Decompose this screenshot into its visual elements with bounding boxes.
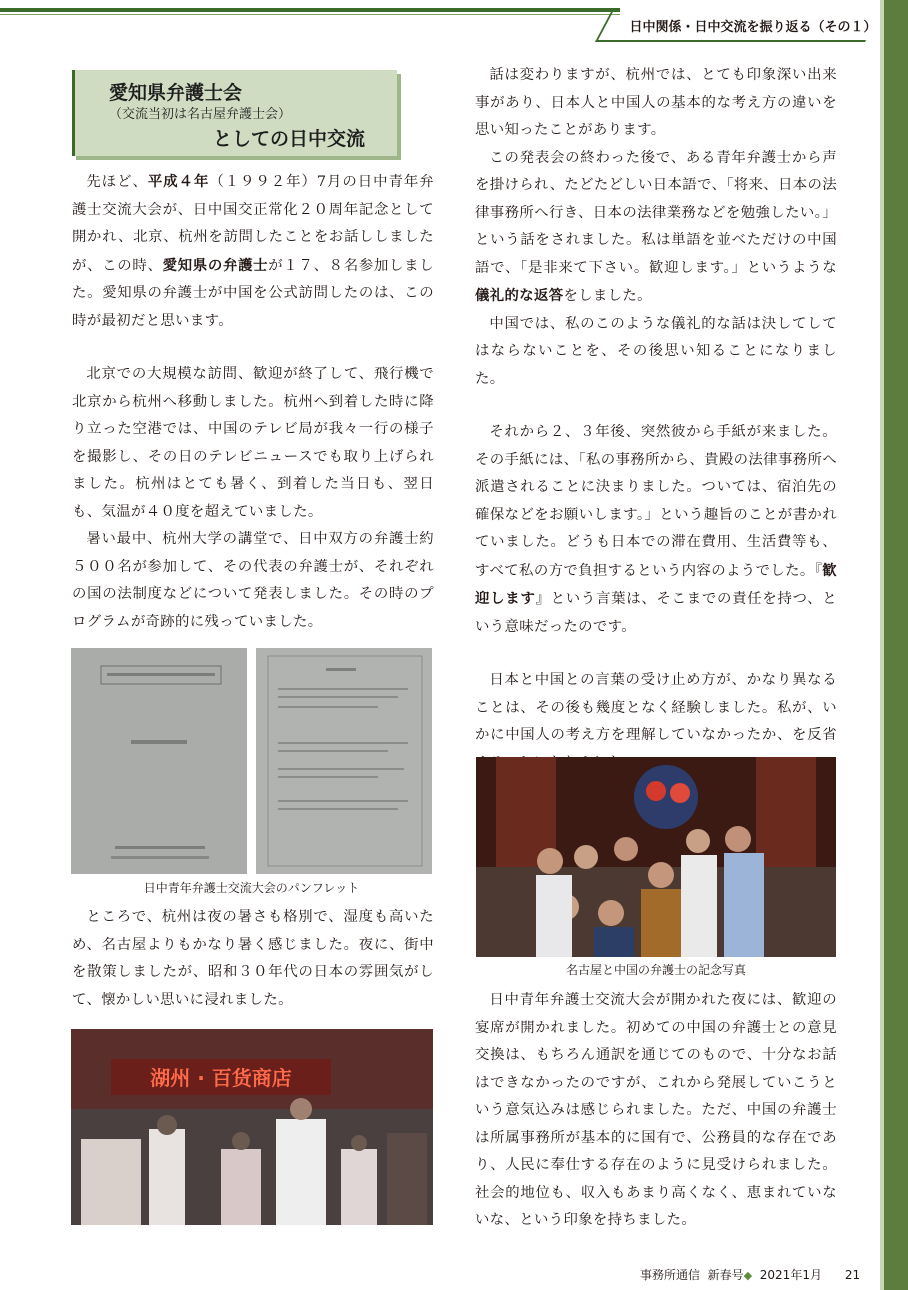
group-commemorative-photo: [476, 757, 836, 957]
paragraph-5: 話は変わりますが、杭州では、とても印象深い出来事があり、日本人と中国人の基本的な考え方の違いを思い知ったことがあります。: [475, 67, 837, 138]
right-column: [475, 62, 837, 777]
paragraph-10: 日中青年弁護士交流大会が開かれた夜には、歓迎の宴席が開かれました。初めての中国の弁護士との意見交換は、もちろん通訳を通じてのもので、十分なお話はできなかったのですが、これから発展していこうという意気込みは感じられました。ただ、中国の弁護士は所属事務所が基本的に国有で、公務員的な存在であり、人民に奉仕する存在のように見受けられました。社会的地位も、収入もあまり高くなく、恵まれていないな、という印象を持ちました。: [475, 992, 837, 1228]
paragraph-7: 中国では、私のこのような儀礼的な話は決してしてはならないことを、その後思い知ることになりました。: [475, 315, 837, 387]
left-column: [72, 168, 434, 636]
paragraph-4: ところで、杭州は夜の暑さも格別で、湿度も高いため、名古屋よりもかなり暑く感じました。夜に、街中を散策しましたが、昭和３０年代の日本の雰囲気がして、懐かしい思いに浸れました。: [72, 909, 434, 1008]
header-rule: [0, 8, 620, 12]
paragraph-3: 暑い最中、杭州大学の講堂で、日中双方の弁護士約５００名が参加して、その代表の弁護士が、それぞれの国の法制度などについて発表しました。その時のプログラムが奇跡的に残っていました。: [72, 531, 434, 630]
street-sign-text: 湖州 · 百货商店: [150, 1066, 292, 1090]
paragraph-8: それから２、３年後、突然彼から手紙が来ました。その手紙には、「私の事務所から、貴殿の法律事務所へ派遣されることに決まりました。ついては、宿泊先の確保などをお願いします。」という趣旨のことが書かれていました。どうも日本での滞在費用、生活費等も、すべて私の方で負担するという内容のようでした。『歓迎します』という言葉は、そこまでの責任を持つ、という意味だったのです。: [475, 424, 837, 635]
paragraph-9: 日本と中国との言葉の受け止め方が、かなり異なることは、その後も幾度となく経験しました。私が、いかに中国人の考え方を理解していなかったか、を反省: [475, 672, 837, 743]
footer-date: 2021年1月: [759, 1268, 822, 1282]
series-title: 日中関係・日中交流を振り返る（その１）: [629, 20, 877, 35]
footer-publication: 事務所通信: [640, 1268, 701, 1282]
right-column-lower: [475, 987, 837, 1235]
article-title-sub: としての日中交流: [213, 128, 366, 150]
footer-issue: 新春号: [707, 1268, 744, 1282]
pamphlet-program-photo: [256, 648, 432, 874]
group-photo-caption: 名古屋と中国の弁護士の記念写真: [565, 963, 746, 977]
page-footer: [640, 1266, 860, 1283]
diamond-icon: ◆: [743, 1269, 753, 1282]
side-stripe: [884, 0, 908, 1290]
hangzhou-street-photo: [71, 1029, 433, 1225]
page-number: 21: [844, 1268, 861, 1282]
paragraph-2: 北京での大規模な訪問、歓迎が終了して、飛行機で北京から杭州へ移動しました。杭州へ到着した時に降り立った空港では、中国のテレビ局が我々一行の様子を撮影し、その日のテレビニュースでも取り上げられました。杭州はとても暑く、到着した当日も、翌日も、気温が４０度を超えていました。: [72, 366, 434, 520]
article-title-box: [72, 70, 397, 156]
paragraph-6: この発表会の終わった後で、ある青年弁護士から声を掛けられ、たどたどしい日本語で、「将来、日本の法律事務所へ行き、日本の法律業務などを勉強したい。」という話をされました。私は単語を並べただけの中国語で、「是非来て下さい。歓迎します。」というような儀礼的な返答をしました。: [475, 149, 837, 304]
header-rule-thin: [0, 14, 620, 15]
paragraph-1: 先ほど、平成４年（１９９２年）7月の日中青年弁護士交流大会が、日中国交正常化２０周年記念として開かれ、北京、杭州を訪問したことをお話ししましたが、この時、愛知県の弁護士が１７、８名参加しました。愛知県の弁護士が中国を公式訪問したのは、この時が最初だと思います。: [72, 173, 434, 329]
article-title-main: 愛知県弁護士会: [109, 82, 243, 104]
left-column-lower: [72, 904, 434, 1014]
article-title-note: （交流当初は名古屋弁護士会）: [109, 107, 292, 122]
pamphlet-caption: 日中青年弁護士交流大会のパンフレット: [143, 881, 360, 895]
pamphlet-cover-photo: [71, 648, 247, 874]
